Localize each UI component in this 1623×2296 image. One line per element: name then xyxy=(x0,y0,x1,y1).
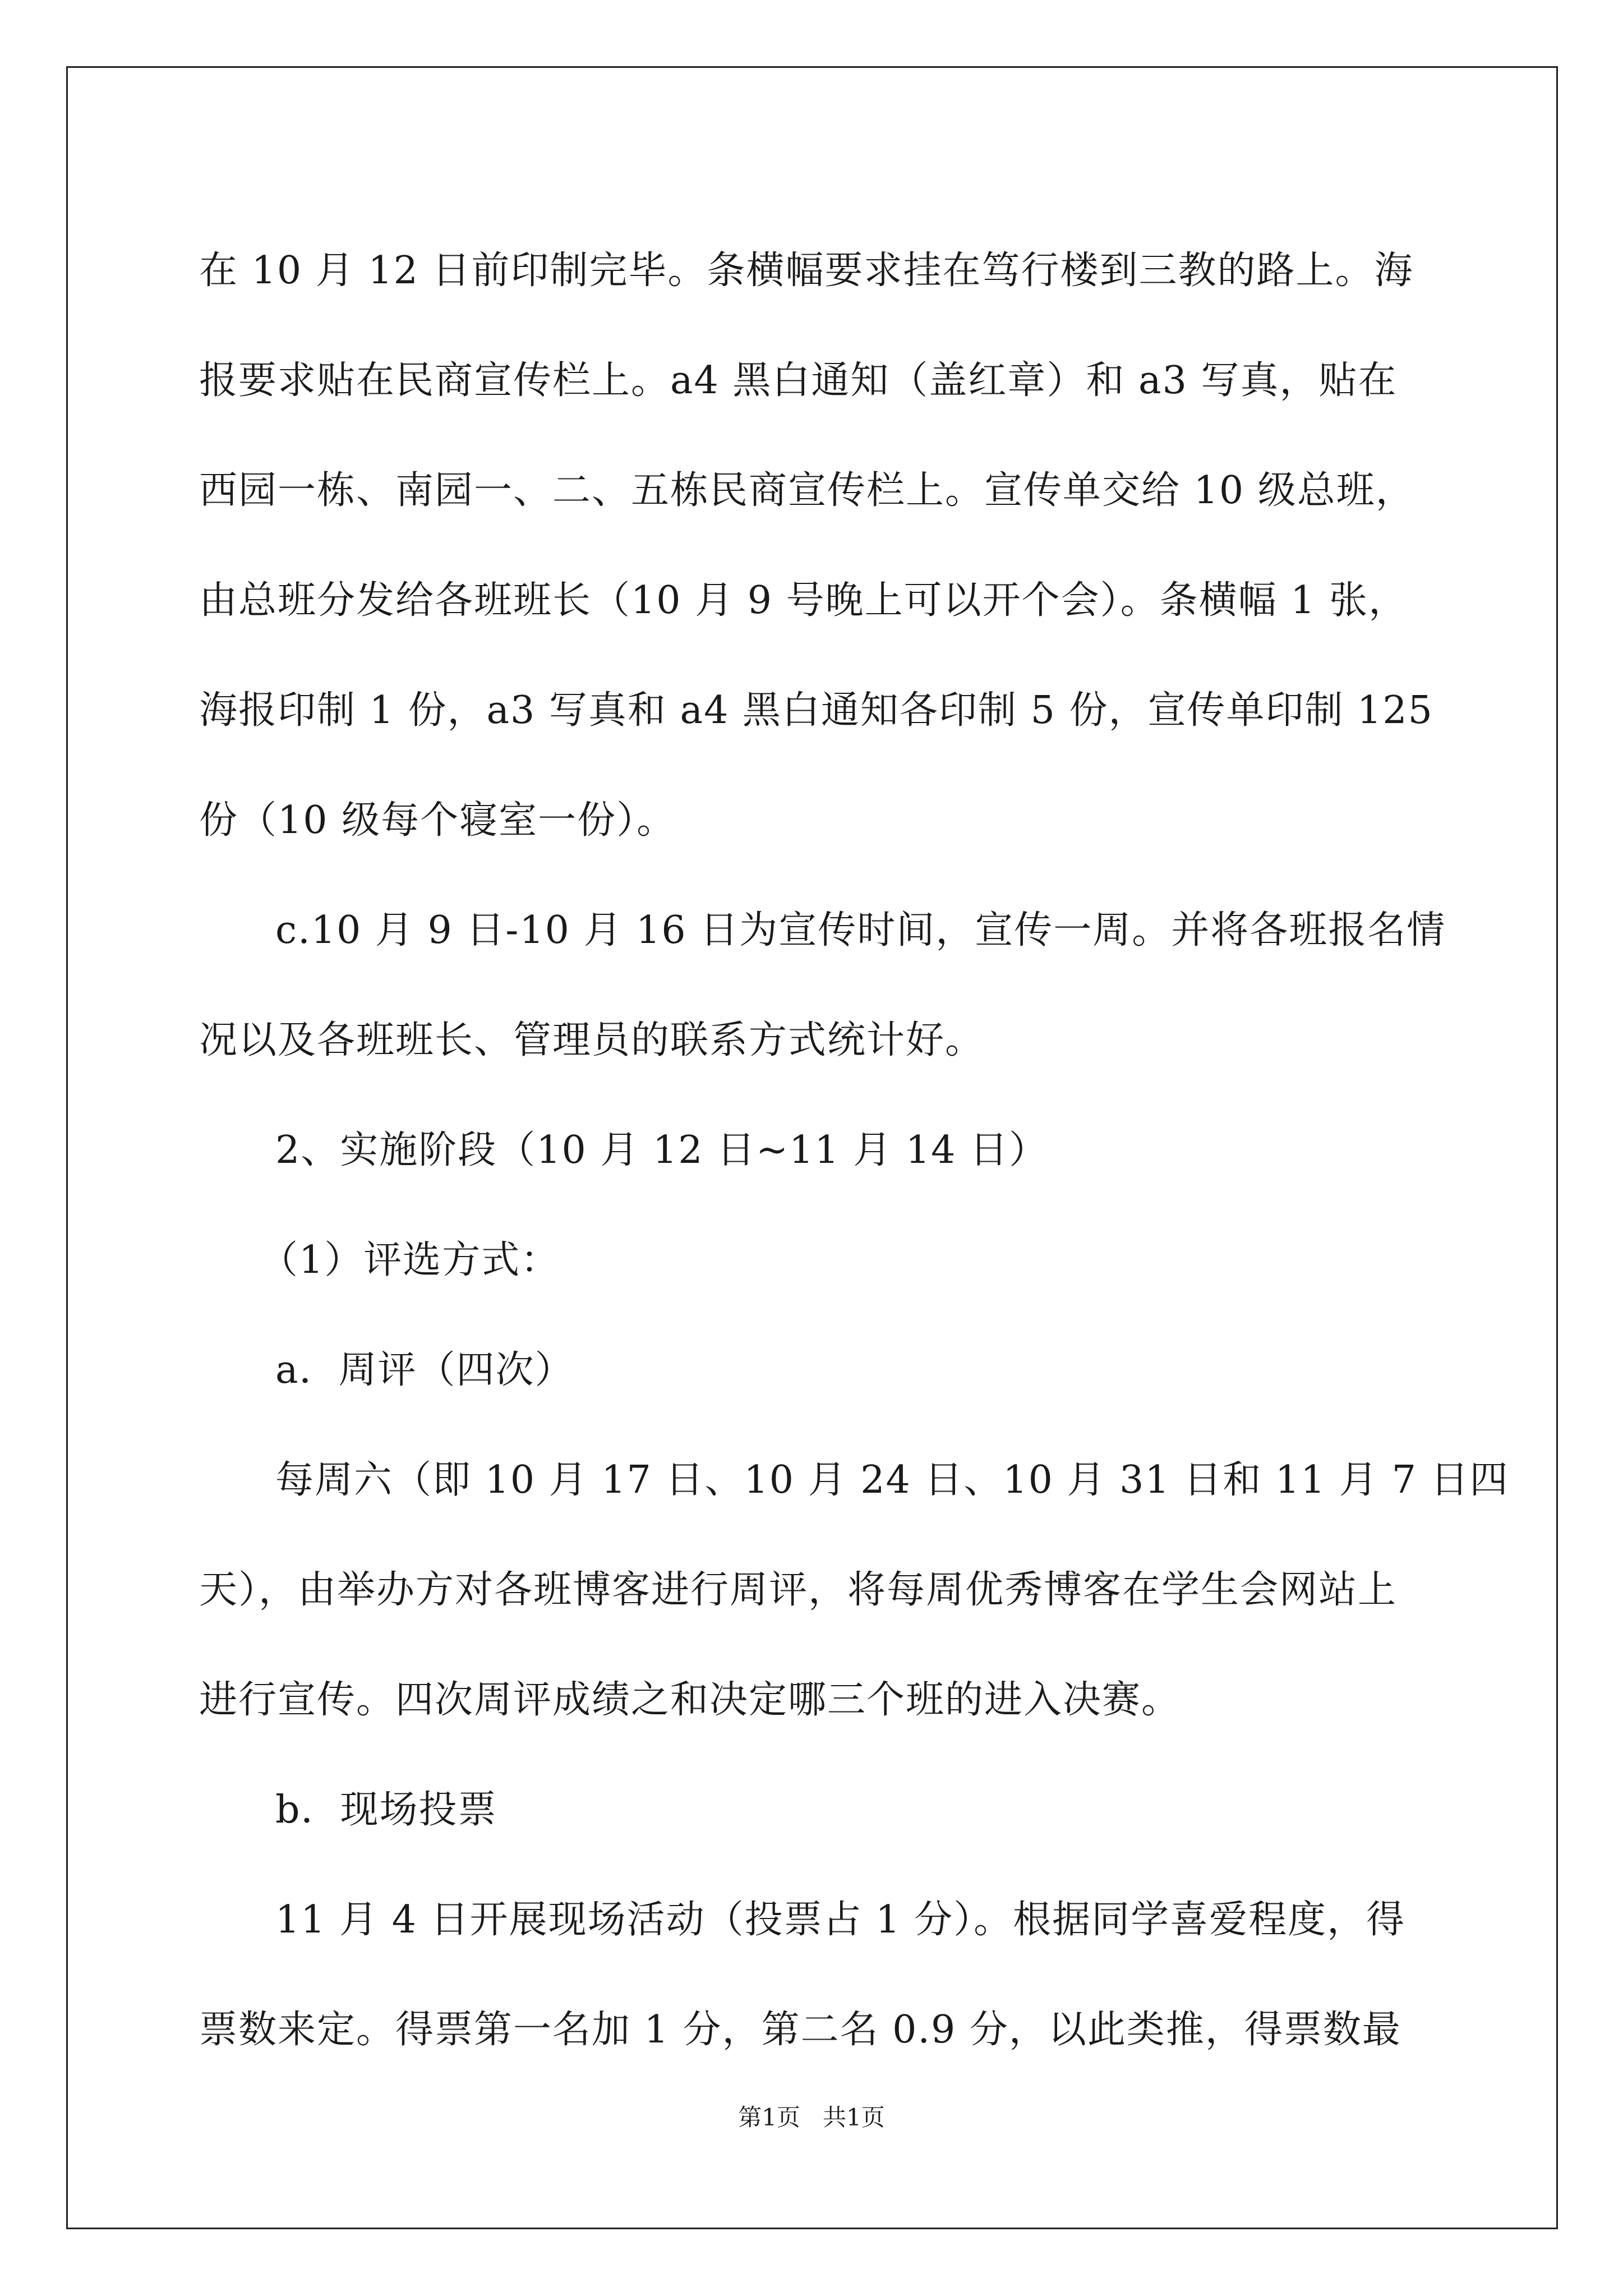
paragraph-start-line: 每周六（即 10 月 17 日、10 月 24 日、10 月 31 日和 11 月 7 日四 xyxy=(275,1458,1509,1502)
text-line: 由总班分发给各班班长（10 月 9 号晚上可以开个会）。条横幅 1 张， xyxy=(199,578,1408,623)
text-line: 份（10 级每个寝室一份）。 xyxy=(199,798,676,843)
item-heading: b．现场投票 xyxy=(275,1788,497,1832)
document-body xyxy=(199,216,1509,2085)
section-heading: 2、实施阶段（10 月 12 日~11 月 14 日） xyxy=(275,1128,1049,1172)
text-line: 海报印制 1 份，a3 写真和 a4 黑白通知各印制 5 份，宣传单印制 125 xyxy=(199,688,1433,733)
text-line: 票数来定。得票第一名加 1 分，第二名 0.9 分，以此类推，得票数最 xyxy=(199,2008,1401,2052)
item-heading: a．周评（四次） xyxy=(275,1348,574,1392)
text-line: 进行宣传。四次周评成绩之和决定哪三个班的进入决赛。 xyxy=(199,1678,1181,1722)
subsection-heading: （1）评选方式： xyxy=(260,1238,560,1282)
page-footer xyxy=(0,2101,1623,2134)
text-line: 西园一栋、南园一、二、五栋民商宣传栏上。宣传单交给 10 级总班， xyxy=(199,468,1415,513)
text-line: 况以及各班班长、管理员的联系方式统计好。 xyxy=(199,1018,985,1062)
text-line: 在 10 月 12 日前印制完毕。条横幅要求挂在笃行楼到三教的路上。海 xyxy=(199,249,1414,293)
page-number: 第1页 共1页 xyxy=(738,2104,885,2131)
paragraph-start-line: c.10 月 9 日-10 月 16 日为宣传时间，宣传一周。并将各班报名情 xyxy=(275,908,1446,953)
text-line: 报要求贴在民商宣传栏上。a4 黑白通知（盖红章）和 a3 写真，贴在 xyxy=(199,358,1398,403)
paragraph-start-line: 11 月 4 日开展现场活动（投票占 1 分）。根据同学喜爱程度，得 xyxy=(275,1898,1406,1942)
text-line: 天），由举办方对各班博客进行周评，将每周优秀博客在学生会网站上 xyxy=(199,1568,1398,1612)
